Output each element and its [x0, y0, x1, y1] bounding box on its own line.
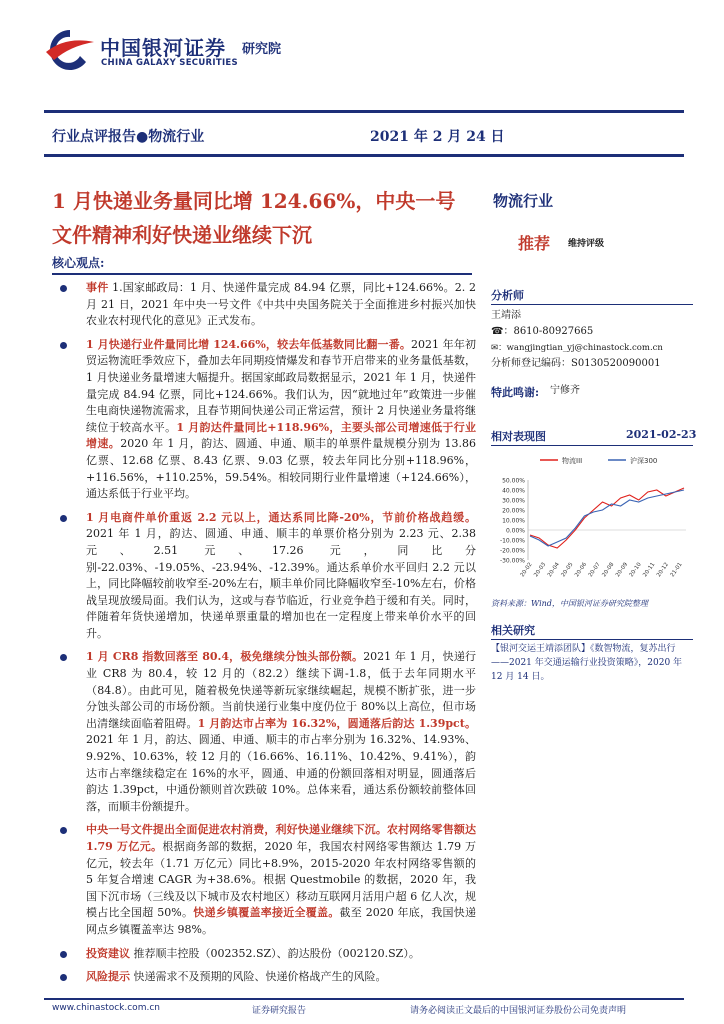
bullet-dot-icon — [60, 827, 67, 834]
perf-date: 2021-02-23 — [626, 428, 697, 441]
bullet-dot-icon — [60, 654, 67, 661]
analyst-divider — [491, 304, 693, 305]
bullet-highlight: 快递乡镇覆盖率接近全覆盖。 — [193, 906, 340, 920]
bullet-item — [52, 510, 476, 643]
x-tick-label: 20-03 — [533, 561, 548, 579]
bullet-item — [52, 337, 476, 503]
series-line — [530, 488, 684, 548]
y-tick-label: 40.00% — [502, 487, 525, 495]
perf-heading: 相对表现图 — [491, 430, 546, 443]
analyst-heading: 分析师 — [491, 289, 524, 302]
report-type: 行业点评报告●物流行业 — [52, 129, 205, 145]
header-divider-top — [44, 110, 684, 113]
bullet-item — [52, 822, 476, 938]
rating-note: 维持评级 — [568, 239, 605, 249]
bullet-item — [52, 946, 476, 963]
x-tick-label: 20-02 — [519, 561, 534, 579]
thanks-name: 宁修齐 — [550, 385, 580, 396]
research-divider — [491, 639, 693, 640]
page-title: 1 月快递业务量同比增 124.66%，中央一号文件精神利好快递业继续下沉 — [52, 189, 456, 247]
bullet-dot-icon — [60, 515, 67, 522]
x-tick-label: 20-07 — [587, 561, 602, 579]
institute-label: 研究院 — [242, 42, 282, 57]
bullet-dot-icon — [60, 974, 67, 981]
logo-english-name: CHINA GALAXY SECURITIES — [101, 58, 238, 68]
bullet-highlight: 投资建议 — [86, 946, 130, 960]
x-tick-label: 20-04 — [546, 561, 561, 579]
bullet-text: 2021 年 1 月，韵达、圆通、申通、顺丰的单票价格分别为 2.23 元、2.38 元、2.51 元、17.26 元，同比分别-22.03%、-19.05%、-23.94%、-12.39%。通达系单价水平回归 2.2 元以上，同比降幅较前收窄至-20%左右，顺丰单价同比降幅收窄至-10%左右，价格战呈现放缓局面。我们认为，这或与春节临近，行业竞争趋于缓和有关。同时，伴随着年货快递增加，快递单票重量的增加也在一定程度上带来单价水平的回升。 — [86, 527, 476, 640]
bullet-highlight: 1 月韵达件量同比+118.96%，主要头部公司增速低于行业增速。 — [86, 420, 477, 451]
bullet-highlight: 1 月电商件单价重返 2.2 元以上，通达系同比降-20%，节前价格战趋缓。 — [86, 510, 476, 524]
bullet-dot-icon — [60, 285, 67, 292]
x-tick-label: 20-10 — [628, 561, 643, 579]
y-tick-label: 50.00% — [502, 477, 525, 485]
x-tick-label: 20-11 — [642, 561, 657, 579]
bullet-highlight: 事件 — [86, 281, 109, 294]
bullet-text: 2021 年 1 月，韵达、圆通、申通、顺丰的市占率分别为 16.32%、14.93%、9.92%、10.63%，较 12 月的（16.66%、16.11%、10.42%、9.41%），韵达市占率继续稳定在 16%的水平，圆通、申通的份额回落相对明显，圆通落后韵达 1.39pct，中通份额则首次跌破 10%。总体来看，通达系份额较前整体回落，而顺丰份额提升。 — [86, 733, 476, 813]
bullet-highlight: 中央一号文件提出全面促进农村消费，利好快递业继续下沉。农村网络零售额达 1.79 万亿元。 — [86, 823, 476, 853]
footer-disclaimer: 请务必阅读正文最后的中国银河证券股份公司免责声明 — [410, 1006, 627, 1016]
bullet-dot-icon — [60, 342, 67, 349]
analyst-email[interactable]: ✉：wangjingtian_yj@chinastock.com.cn — [491, 343, 663, 353]
footer-label: 证券研究报告 — [252, 1006, 307, 1016]
research-item[interactable]: 【银河交运王靖添团队】《数智物流，复苏出行——2021 年交通运输行业投资策略》，2020 年 12 月 14 日。 — [491, 644, 683, 682]
bullet-highlight: 1 月韵达市占率为 16.32%，圆通落后韵达 1.39pct。 — [197, 716, 476, 730]
bullet-text: 快递需求不及预期的风险、快递价格战产生的风险。 — [130, 970, 387, 984]
x-tick-label: 20-05 — [560, 561, 575, 579]
analyst-name: 王靖添 — [491, 310, 521, 321]
y-tick-label: -10.00% — [499, 537, 525, 545]
bullet-item — [52, 969, 476, 986]
bullet-highlight: 风险提示 — [86, 970, 130, 984]
logo-chinese-name: 中国银河证券 — [100, 36, 226, 60]
y-tick-label: 10.00% — [502, 517, 525, 525]
bullet-highlight: 1 月 CR8 指数回落至 80.4，极免继续分蚀头部份额。 — [86, 650, 364, 664]
footer-divider — [44, 998, 684, 1000]
bullet-text: 1.国家邮政局：1 月、快递件量完成 84.94 亿票，同比+124.66%。2. 2 月 21 日，2021 年中央一号文件《中共中央国务院关于全面推进乡村振兴加快农业农村现代化的意见》正式发布。 — [86, 281, 476, 328]
bullet-text: 2021 年年初贸运物流旺季效应下，叠加去年同期疫情爆发和春节开启带来的业务量低基数，1 月快递业务量增速大幅提升。据国家邮政局数据显示，2021 年 1 月，快递件量完成 84.94 亿票，同比+124.66%。我们认为，因“就地过年”政策进一步催生电商快递物流需求，且春节期间快递公司正常运营，预计 2 月快递业务量将继续位于较高水平。 — [86, 337, 476, 434]
y-tick-label: 20.00% — [502, 507, 525, 515]
legend-label: 物流III — [562, 457, 583, 465]
x-tick-label: 21-01 — [669, 561, 684, 579]
bullet-text: 2020 年 1 月，韵达、圆通、申通、顺丰的单票件量规模分别为 13.86 亿票、12.68 亿票、8.43 亿票、9.03 亿票，较去年同比分别+118.96%，+116.56%，+110.25%，59.54%。相较同期行业件量增速（+124.66%），通达系低于行业平均。 — [86, 437, 477, 501]
galaxy-logo-icon — [40, 26, 98, 72]
chart-source: 资料来源：Wind，中国银河证券研究院整理 — [491, 599, 648, 608]
sector-label: 物流行业 — [493, 192, 554, 210]
legend-label: 沪深300 — [630, 457, 658, 465]
bullet-item — [52, 280, 476, 330]
bullet-item — [52, 649, 476, 815]
header-divider-bottom — [44, 154, 684, 157]
core-views-list — [52, 280, 476, 993]
analyst-phone: ☎：8610-80927665 — [491, 326, 594, 337]
bullet-dot-icon — [60, 951, 67, 958]
bullet-text: 推荐顺丰控股（002352.SZ）、韵达股份（002120.SZ）。 — [130, 946, 420, 960]
x-tick-label: 20-12 — [655, 561, 671, 579]
bullet-text: 截至 2020 年底，我国快递网点乡镇覆盖率达 98%。 — [86, 906, 477, 936]
footer-url[interactable]: www.chinastock.com.cn — [52, 1003, 160, 1013]
x-tick-label: 20-09 — [615, 561, 630, 579]
core-views-divider — [52, 273, 472, 275]
bullet-text: 2021 年 1 月，快递行业 CR8 为 80.4，较 12 月的（82.2）继续下调-1.8，低于去年同期水平（84.8）。由此可见，随着极免快递等新玩家继续崛起，规模不断扩张，进一步分蚀头部公司的市场份额。当前快递行业集中度仍位于 80%以上高位，但市场出清继续面临着阻碍。 — [86, 650, 477, 730]
analyst-cert: 分析师登记编码：S0130520090001 — [491, 358, 661, 369]
y-tick-label: -20.00% — [499, 547, 525, 555]
relative-performance-chart — [488, 446, 694, 592]
series-line — [530, 490, 684, 546]
core-views-heading: 核心观点: — [52, 256, 105, 270]
report-date: 2021 年 2 月 24 日 — [370, 129, 505, 145]
thanks-label: 特此鸣谢: — [491, 386, 540, 399]
y-tick-label: 30.00% — [502, 497, 525, 505]
y-tick-label: 0.00% — [505, 527, 525, 535]
x-tick-label: 20-08 — [601, 561, 616, 579]
bullet-highlight: 1 月快递行业件量同比增 124.66%，较去年低基数同比翻一番。 — [86, 337, 412, 351]
rating-label: 推荐 — [518, 234, 551, 253]
bullet-text: 根据商务部的数据，2020 年，我国农村网络零售额达 1.79 万亿元，较去年（1.71 万亿元）同比+8.9%，2015-2020 年农村网络零售额的 5 年复合增速 CAGR 为+38.6%。根据 Questmobile 的数据，2020 年，我国下沉市场（三线及以下城市及农村地区）移动互联网月活用户超 6 亿人次，规模占比全国超 50%。 — [86, 840, 476, 920]
x-tick-label: 20-06 — [574, 561, 589, 579]
y-tick-label: -30.00% — [499, 557, 525, 565]
research-heading: 相关研究 — [491, 624, 535, 637]
